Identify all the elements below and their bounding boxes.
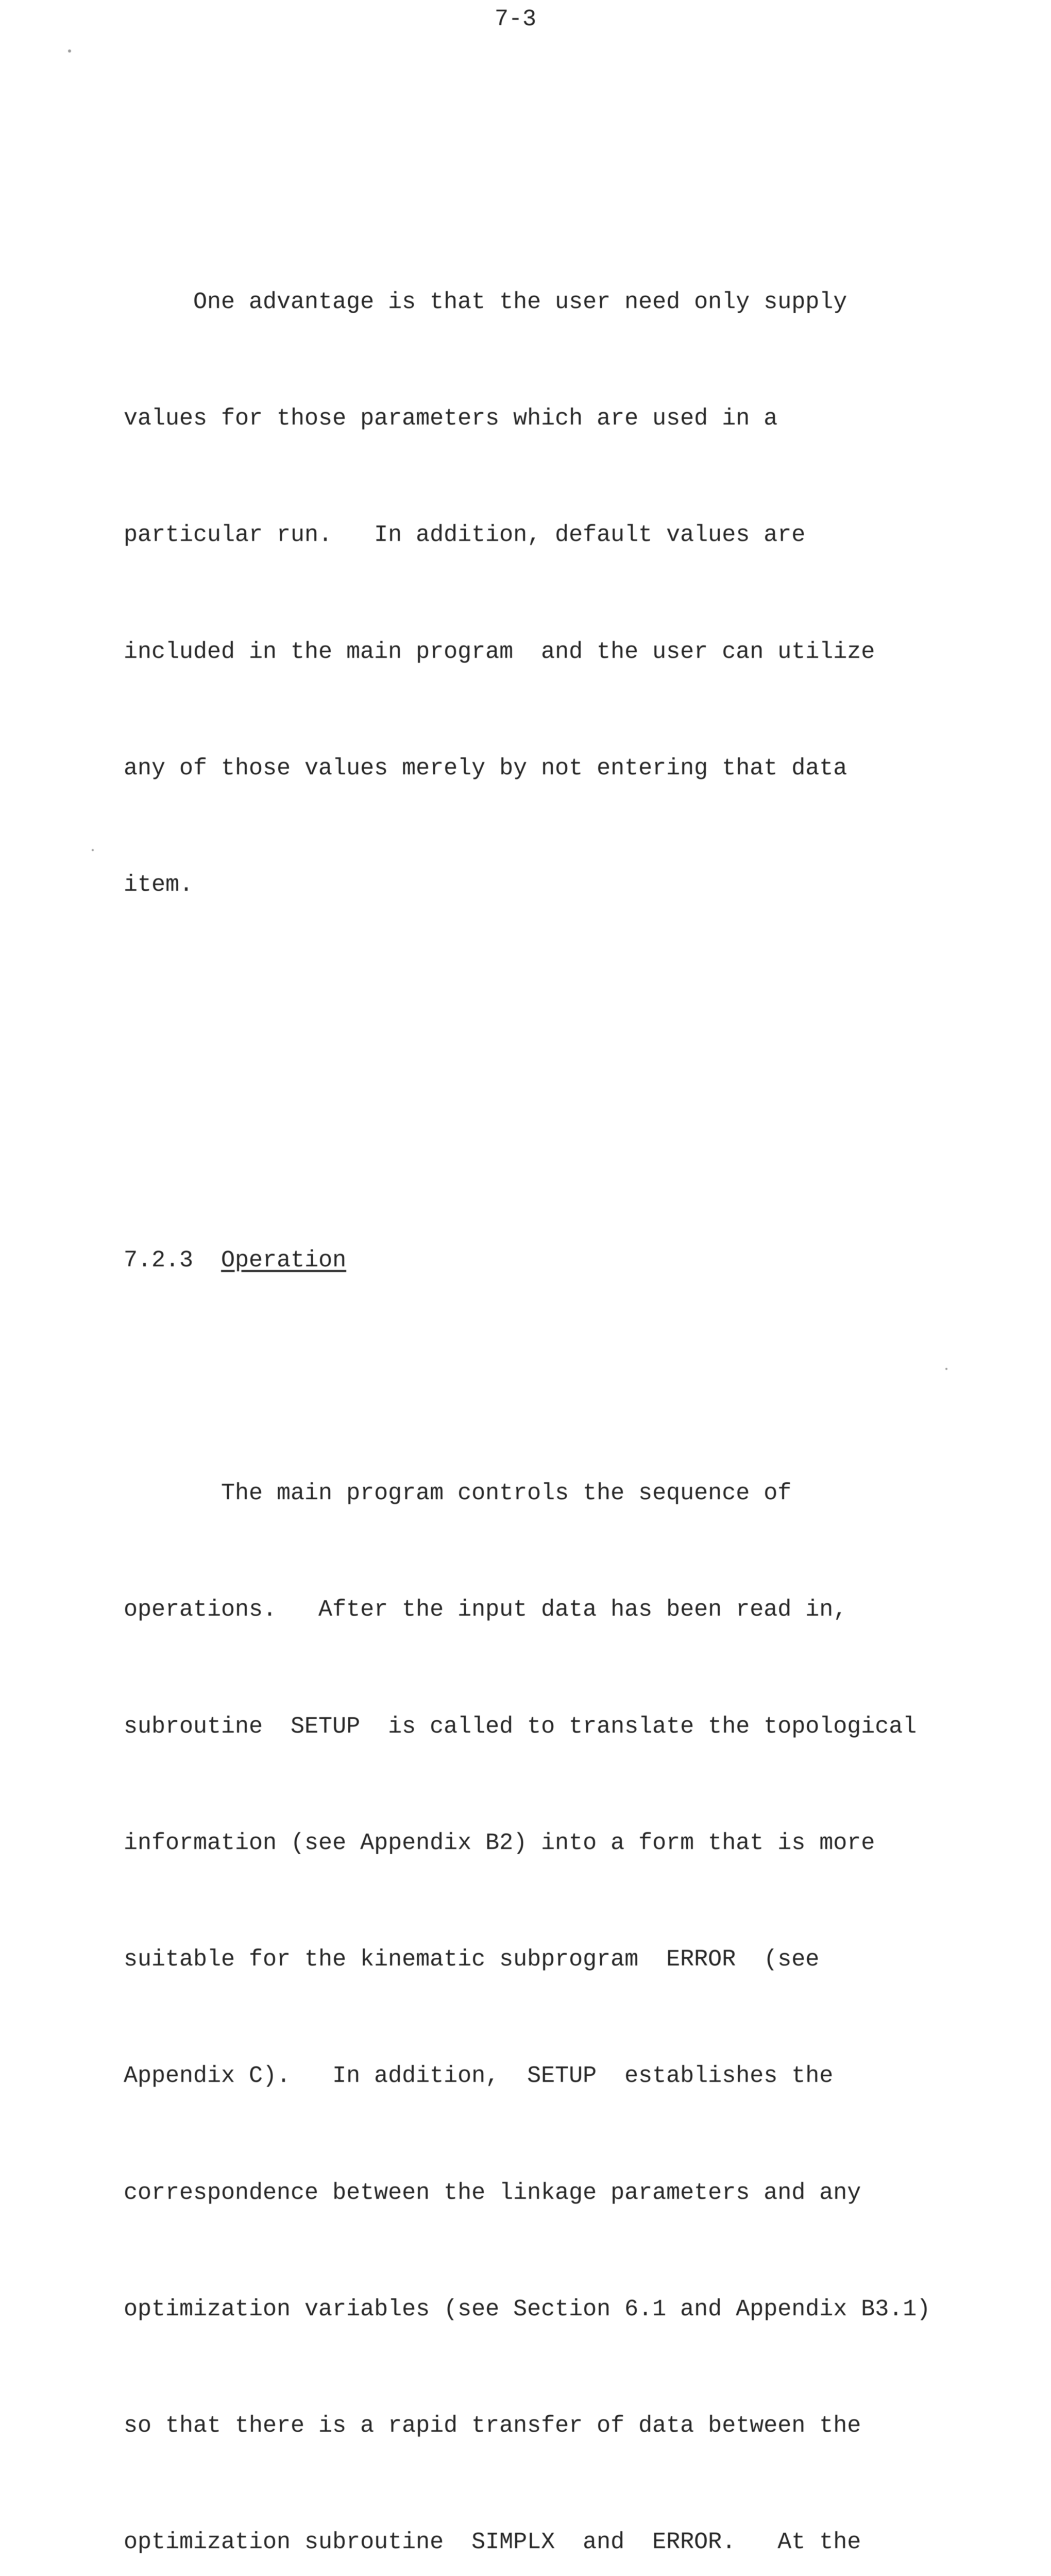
section-title: Operation (221, 1247, 347, 1274)
scan-speck (68, 49, 71, 53)
section-number: 7.2.3 (124, 1247, 194, 1274)
text-line: optimization variables (see Section 6.1 and Appendix B3.1) (124, 2296, 931, 2323)
text-line: any of those values merely by not entering that data (124, 755, 847, 782)
text-line: subroutine SETUP is called to translate the topological (124, 1713, 917, 1740)
text-line: Appendix C). In addition, SETUP establishes the (124, 2063, 834, 2090)
text-line: The main program controls the sequence of (124, 1480, 792, 1507)
text-line: suitable for the kinematic subprogram ERROR (see (124, 1946, 820, 1973)
text-line: One advantage is that the user need only supply (124, 289, 847, 316)
text-line: optimization subroutine SIMPLX and ERROR. At the (124, 2529, 861, 2556)
text-line: correspondence between the linkage parameters and any (124, 2179, 861, 2206)
scan-speck (945, 1368, 947, 1370)
text-line: values for those parameters which are used in a (124, 405, 778, 432)
paragraph-intro (124, 205, 1046, 982)
paragraph-operation (124, 1396, 1046, 2576)
text-line: information (see Appendix B2) into a form that is more (124, 1829, 875, 1856)
page-body (124, 89, 1046, 2576)
text-line: operations. After the input data has been read in, (124, 1597, 847, 1623)
scan-speck (92, 849, 94, 851)
section-heading (124, 1241, 1046, 1280)
text-line: so that there is a rapid transfer of data between the (124, 2412, 861, 2439)
text-line: item. (124, 872, 194, 899)
text-line: particular run. In addition, default values are (124, 522, 806, 549)
text-line: included in the main program and the user can utilize (124, 638, 875, 665)
page-number: 7-3 (495, 6, 537, 32)
